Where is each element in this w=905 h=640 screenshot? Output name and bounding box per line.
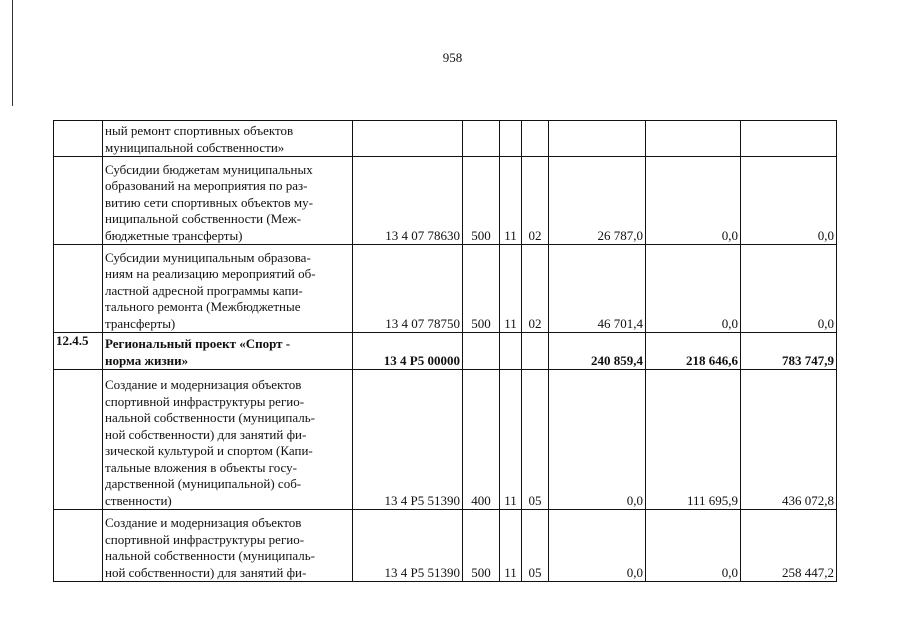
cell-name-line: образований на мероприятия по раз- [105,178,308,193]
cell-year2 [646,121,741,157]
cell-name-line: тального ремонта (Межбюджетные [105,299,301,314]
cell-year1: 26 787,0 [549,157,646,245]
cell-name-line: Создание и модернизация объектов [105,377,302,392]
cell-name-line: трансферты) [105,315,176,331]
cell-year2: 0,0 [646,245,741,333]
cell-name-line: зической культурой и спортом (Капи- [105,443,313,458]
table-body [54,121,837,582]
cell-name-line: Создание и модернизация объектов [105,515,302,530]
table-row [54,370,837,510]
table-row [54,157,837,245]
cell-rz: 11 [500,245,522,333]
cell-year2: 0,0 [646,157,741,245]
cell-num [54,370,103,510]
cell-year2: 111 695,9 [646,370,741,510]
cell-vr: 400 [463,370,500,510]
cell-pr: 02 [522,245,549,333]
cell-name-line: нальной собственности (муниципаль- [105,548,315,563]
cell-rz: 11 [500,157,522,245]
cell-pr: 02 [522,157,549,245]
budget-table [53,120,837,582]
cell-vr: 500 [463,510,500,582]
cell-rz: 11 [500,370,522,510]
cell-rz [500,121,522,157]
cell-name [103,333,353,370]
cell-code [353,121,463,157]
cell-name [103,510,353,582]
cell-name-line: тальные вложения в объекты госу- [105,459,297,475]
cell-name-line: ный ремонт спортивных объектов [105,123,294,138]
cell-num: 12.4.5 [54,333,103,370]
cell-year3: 0,0 [741,245,837,333]
cell-vr: 500 [463,245,500,333]
cell-pr: 05 [522,510,549,582]
cell-name-line: Региональный проект «Спорт - [105,336,291,351]
cell-pr: 05 [522,370,549,510]
cell-year3: 0,0 [741,157,837,245]
cell-name [103,157,353,245]
cell-pr [522,121,549,157]
cell-vr: 500 [463,157,500,245]
cell-year1: 240 859,4 [549,333,646,370]
table-row [54,510,837,582]
cell-name-line: ной собственности) для занятий фи- [105,426,307,442]
cell-num [54,510,103,582]
cell-name-line: ниципальной собственности (Меж- [105,211,302,226]
cell-pr [522,333,549,370]
cell-rz: 11 [500,510,522,582]
cell-code: 13 4 07 78750 [353,245,463,333]
cell-name-line: спортивной инфраструктуры регио- [105,531,305,547]
cell-year2: 218 646,6 [646,333,741,370]
cell-code: 13 4 07 78630 [353,157,463,245]
cell-name-line: дарственной (муниципальной) соб- [105,476,302,491]
cell-year2: 0,0 [646,510,741,582]
cell-name [103,121,353,157]
cell-year1: 0,0 [549,370,646,510]
cell-name-line: бюджетные трансферты) [105,227,243,243]
cell-num [54,157,103,245]
cell-year3: 258 447,2 [741,510,837,582]
cell-year1: 0,0 [549,510,646,582]
cell-name-line: ственности) [105,492,172,508]
cell-name-line: Субсидии бюджетам муниципальных [105,161,313,177]
table-row [54,245,837,333]
cell-vr [463,121,500,157]
cell-name-line: ластной адресной программы капи- [105,282,303,298]
cell-code: 13 4 P5 51390 [353,370,463,510]
cell-rz [500,333,522,370]
cell-name-line: нальной собственности (муниципаль- [105,410,315,425]
cell-code: 13 4 P5 00000 [353,333,463,370]
cell-name [103,370,353,510]
cell-year3: 783 747,9 [741,333,837,370]
cell-year1: 46 701,4 [549,245,646,333]
cell-name-line: ниям на реализацию мероприятий об- [105,266,316,281]
cell-name-line: Субсидии муниципальным образова- [105,249,311,265]
cell-year1 [549,121,646,157]
cell-year3: 436 072,8 [741,370,837,510]
cell-name-line: ной собственности) для занятий фи- [105,564,307,580]
cell-name-line: муниципальной собственности» [105,139,285,155]
cell-num [54,121,103,157]
table-row [54,333,837,370]
cell-name-line: спортивной инфраструктуры регио- [105,393,305,409]
cell-year3 [741,121,837,157]
cell-num [54,245,103,333]
cell-code: 13 4 P5 51390 [353,510,463,582]
cell-name-line: норма жизни» [105,352,189,368]
cell-name [103,245,353,333]
table-row [54,121,837,157]
page-number: 958 [442,50,463,65]
cell-vr [463,333,500,370]
cell-name-line: витию сети спортивных объектов му- [105,194,313,210]
